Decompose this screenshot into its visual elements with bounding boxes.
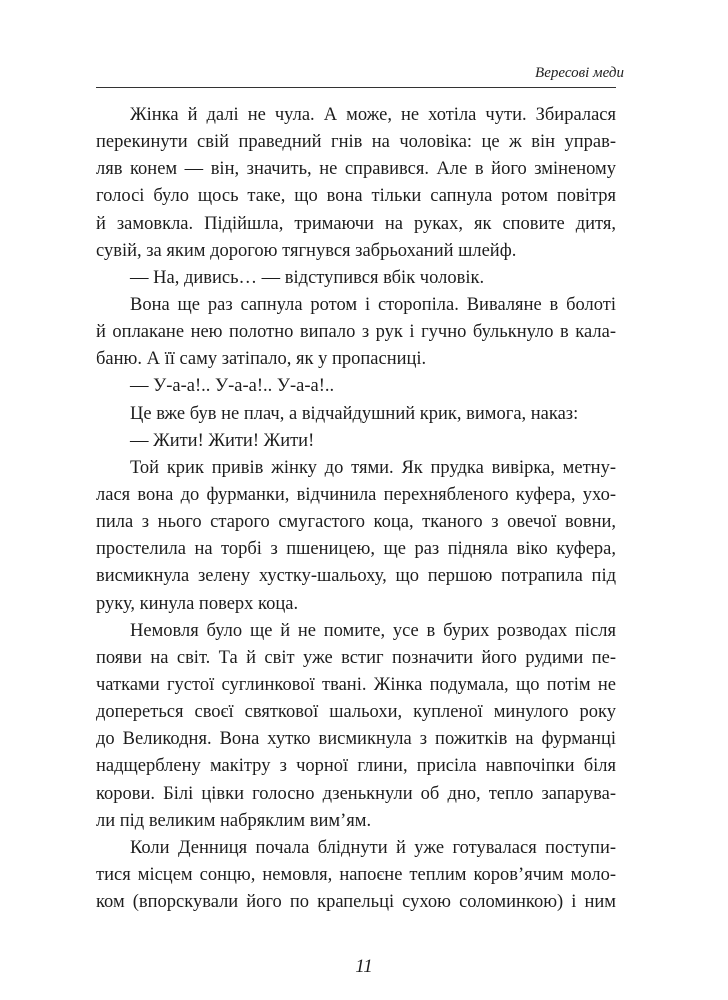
text-line: сувій, за яким дорогою тягнувся забрьоханий шлейф. — [96, 240, 517, 261]
text-line: — На, дивись… — відступився вбік чоловік. — [130, 267, 485, 288]
text-line: — Жити! Жити! Жити! — [130, 430, 315, 451]
text-line: Немовля було ще й не помите, усе в бурих розводах після — [130, 620, 616, 641]
text-line: допереться своєї святкової шальохи, купленої минулого року — [96, 702, 616, 723]
text-line: голосі було щось таке, що вона тільки сапнула ротом повітря — [96, 186, 616, 207]
text-line: тися місцем сонцю, немовля, напоєне теплим коров’ячим моло- — [96, 864, 616, 885]
text-line: висмикнула зелену хустку-шальоху, що першою потрапила під — [96, 566, 616, 587]
body-text — [96, 102, 616, 916]
text-line: Це вже був не плач, а відчайдушний крик, вимога, наказ: — [130, 403, 579, 424]
text-line: баню. А її саму затіпало, як у пропасниці. — [96, 349, 427, 370]
header-rule — [96, 87, 616, 88]
text-line: простелила на торбі з пшеницею, ще раз підняла віко куфера, — [96, 539, 616, 560]
text-line: ли під великим набряклим вим’ям. — [96, 810, 372, 831]
text-line: Вона ще раз сапнула ротом і сторопіла. Виваляне в болоті — [130, 294, 616, 315]
text-line: ком (впорскували його по крапельці сухою соломинкою) і ним — [96, 892, 616, 913]
text-line: надщерблену макітру з чорної глини, присіла навпочіпки біля — [96, 756, 616, 777]
text-line: корови. Білі цівки голосно дзенькнули об дно, тепло запарува- — [96, 783, 616, 804]
text-line: руку, кинула поверх коца. — [96, 593, 299, 614]
text-line: й оплакане нею полотно випало з рук і гучно булькнуло в кала- — [96, 322, 616, 343]
running-head: Вересові меди — [535, 65, 624, 81]
text-line: лася вона до фурманки, відчинила перехнябленого куфера, ухо- — [96, 484, 616, 505]
text-line: до Великодня. Вона хутко висмикнула з пожитків на фурманці — [96, 729, 616, 750]
text-line: Коли Денниця почала бліднути й уже готувалася поступи- — [130, 837, 616, 858]
text-line: перекинути свій праведний гнів на чоловіка: це ж він управ- — [96, 132, 616, 153]
text-line: ляв конем — він, значить, не справився. Але в його зміненому — [96, 159, 616, 180]
text-line: Той крик привів жінку до тями. Як прудка вивірка, метну- — [130, 457, 616, 478]
text-line: чатками густої суглинкової твані. Жінка подумала, що потім не — [96, 674, 616, 695]
text-line: пила з нього старого смугастого коца, тканого з овечої вовни, — [96, 512, 616, 533]
text-line: Жінка й далі не чула. А може, не хотіла чути. Збиралася — [130, 105, 616, 125]
page-number: 11 — [355, 956, 373, 977]
text-line: й замовкла. Підійшла, тримаючи на руках, як сповите дитя, — [96, 213, 616, 234]
text-line: появи на світ. Та й світ уже встиг позначити його рудими пе- — [96, 647, 616, 668]
text-line: — У-а-а!.. У-а-а!.. У-а-а!.. — [130, 376, 335, 397]
